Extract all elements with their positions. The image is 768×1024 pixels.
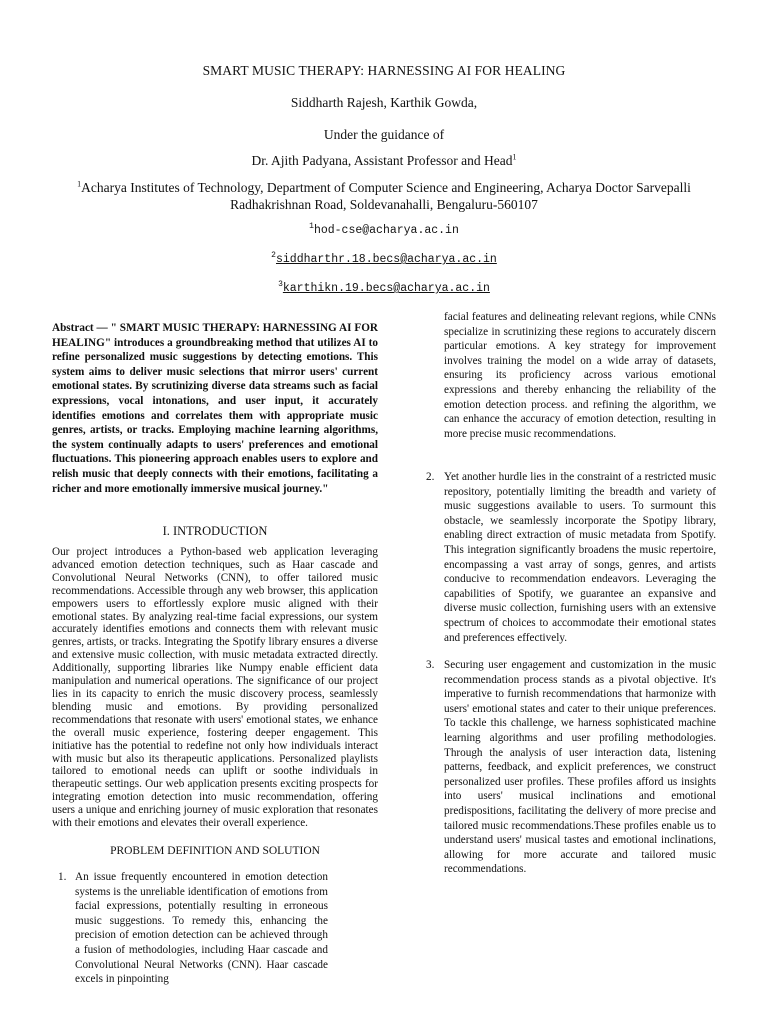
introduction-heading: I. INTRODUCTION xyxy=(162,524,268,538)
email-1-sup: 1 xyxy=(309,222,314,232)
problem-item-1-continued xyxy=(444,310,716,441)
advisor xyxy=(0,153,768,169)
advisor-sup: 1 xyxy=(512,152,517,162)
abstract: Abstract — " SMART MUSIC THERAPY: HARNESSING AI FOR HEALING" introduces a groundbreaking method that utilizes AI to refine personalized music suggestions by detecting emotions. This system aims to deliver music selections that mirror users' current emotional states. By scrutinizing diverse data streams such as facial expressions, vocal intonations, and user input, it accurately identifies emotions and correlates them with appropriate music genres, artists, or tracks. Employing machine learning algorithms, the system continually adapts to users' preferences and emotional fluctuations. This pioneering approach enables users to explore and relish music that deeply connects with their emotions, facilitating a richer and more emotionally immersive musical journey." xyxy=(52,322,378,495)
authors: Siddharth Rajesh, Karthik Gowda, xyxy=(290,95,478,110)
list-number: 3. xyxy=(426,659,435,671)
email-1 xyxy=(0,224,768,237)
email-3-sup: 3 xyxy=(278,280,283,290)
email-3 xyxy=(0,282,768,295)
list-item-text: An issue frequently encountered in emotion detection systems is the unreliable identification of emotions from facial expressions, potentially resulting in erroneous music suggestions. To remedy this, enhancing the precision of emotion detection can be achieved through a fusion of methodologies, including Haar cascade and Convolutional Neural Networks (CNN). Haar cascade excels in pinpointing xyxy=(75,871,328,986)
email-1-address: hod-cse@acharya.ac.in xyxy=(313,224,459,237)
guidance-line: Under the guidance of xyxy=(323,127,445,142)
problem-item-3 xyxy=(426,658,716,877)
email-2-sup: 2 xyxy=(271,251,276,261)
problem-item-1 xyxy=(60,870,328,987)
problem-item-2 xyxy=(426,470,716,645)
email-3-link[interactable]: karthikn.19.becs@acharya.ac.in xyxy=(282,282,490,295)
email-2-link[interactable]: siddharthr.18.becs@acharya.ac.in xyxy=(275,253,497,266)
list-number: 2. xyxy=(426,471,435,483)
list-item-text: Securing user engagement and customization in the music recommendation process stands as a pivotal objective. It's imperative to furnish recommendations that harmonize with users' emotional states and cater to their unique preferences. To tackle this challenge, we harness sophisticated machine learning algorithms and user profiling methodologies. Through the analysis of user interaction data, listening patterns, feedback, and explicit preferences, we construct personalized user profiles. These profiles afford us insights into users' musical inclinations and emotional predispositions, facilitating the delivery of more precise and tailored music recommendations.These profiles enable us to understand users' musical tastes and emotional inclinations, allowing for more accurate and tailored music recommendations. xyxy=(444,659,716,876)
list-item-text: Yet another hurdle lies in the constraint of a restricted music repository, potentially limiting the breadth and variety of music suggestions available to users. To surmount this obstacle, we seamlessly incorporate the Spotipy library, enabling direct extraction of music metadata from Spotify. This integration significantly broadens the music repertoire, encompassing a vast array of songs, genres, and artists conducive to recommendation endeavors. Leveraging the capabilities of Spotify, we guarantee an expansive and diverse music collection, furnishing users with an extensive spectrum of choices to accommodate their emotional states and preferences effectively. xyxy=(444,471,716,644)
introduction-text: Our project introduces a Python-based web application leveraging advanced emotion detection techniques, such as Haar cascade and Convolutional Neural Networks (CNN), to offer tailored music recommendations. Accessible through any web browser, this application empowers users to effortlessly explore music aligned with their emotional states. By analyzing real-time facial expressions, our system accurately identifies emotions and connects them with relevant music genres, artists, or tracks. Integrating the Spotify library ensures a diverse and extensive music collection, with music metadata extracted directly. Additionally, supporting libraries like Numpy enable efficient data manipulation and numerical operations. The significance of our project lies in its capacity to enrich the music discovery process, seamlessly blending music and emotions. By providing personalized recommendations that resonate with users' emotional states, we enhance the overall music experience, fostering deeper engagement. This initiative has the potential to redefine not only how individuals interact with music but also its therapeutic applications. Personalized playlists tailored to emotional needs can uplift or soothe individuals in therapeutic settings. Our web application presents exciting prospects for integrating emotion detection into music recommendation, offering users a unique and enriching journey of music exploration that resonates with their emotions and elevates their overall experience. xyxy=(52,546,378,830)
affiliation-sup: 1 xyxy=(77,179,82,189)
list-number: 1. xyxy=(58,871,67,883)
list-item-text: facial features and delineating relevant regions, while CNNs specialize in scrutinizing these regions to accurately discern particular emotions. A key strategy for improvement involves training the model on a wide array of datasets, ensuring its proficiency across various emotional expressions and thereby enhancing the reliability of the emotion detection process. and refining the algorithm, we can enhance the accuracy of emotion detection, resulting in more precise music recommendations. xyxy=(444,311,716,440)
email-2 xyxy=(0,253,768,266)
problem-heading: PROBLEM DEFINITION AND SOLUTION xyxy=(110,845,320,857)
affiliation xyxy=(0,179,768,213)
paper-title: SMART MUSIC THERAPY: HARNESSING AI FOR HEALING xyxy=(202,63,566,78)
affiliation-text: Acharya Institutes of Technology, Department of Computer Science and Engineering, Acharya Doctor Sarvepalli Radhakrishnan Road, Soldevanahalli, Bengaluru-560107 xyxy=(81,180,691,212)
advisor-name: Dr. Ajith Padyana, Assistant Professor and Head xyxy=(251,153,513,168)
